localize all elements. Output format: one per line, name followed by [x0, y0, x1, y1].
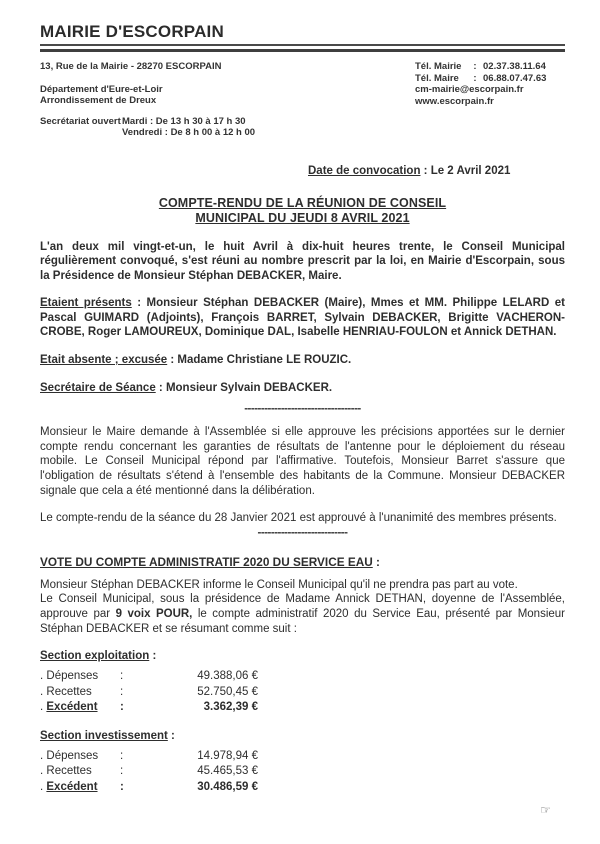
arrondissement-line: Arrondissement de Dreux: [40, 95, 157, 106]
table-row: [40, 764, 565, 780]
pointing-hand-icon: ☞: [540, 803, 551, 818]
present-members-paragraph: [40, 296, 565, 340]
letterhead-info-left: [40, 61, 255, 139]
table-row: [40, 685, 565, 701]
dashed-separator-long: -----------------------------------: [244, 403, 361, 416]
tel-mairie-colon: :: [473, 61, 477, 72]
vote-paragraph-line2: [40, 592, 565, 636]
convocation-value: : Le 2 Avril 2021: [420, 164, 511, 177]
letterhead-info: [40, 61, 565, 139]
email-line: cm-mairie@escorpain.fr: [415, 84, 524, 95]
secretary-paragraph: [40, 381, 565, 396]
vote-heading-text: VOTE DU COMPTE ADMINISTRATIF 2020 DU SERVICE EAU: [40, 554, 373, 569]
website-line: www.escorpain.fr: [415, 95, 494, 107]
investissement-table: [40, 749, 565, 796]
table-row-total: [40, 780, 565, 796]
vote-line2-part1: Le Conseil Municipal, sous la présidence de Madame Annick DETHAN, doyenne de l'Assemblée, approuve par: [40, 593, 565, 620]
table-row-total: [40, 700, 565, 716]
previous-minutes-paragraph: Le compte-rendu de la séance du 28 Janvier 2021 est approuvé à l'unanimité des membres présents.: [40, 512, 557, 525]
table-row: [40, 749, 565, 765]
vote-heading-colon: :: [372, 554, 380, 569]
row-colon: :: [120, 765, 124, 778]
row-value: 30.486,59 €: [197, 780, 258, 793]
row-colon: :: [120, 749, 124, 762]
section-exploitation-heading-text: Section exploitation: [40, 650, 150, 663]
row-label: . Dépenses: [40, 749, 99, 762]
tel-mairie-value: 02.37.38.11.64: [483, 61, 546, 72]
secretary-label: Secrétaire de Séance: [40, 381, 156, 394]
section-investissement-heading: [40, 730, 565, 742]
row-colon: :: [120, 685, 124, 698]
section-exploitation-heading-colon: :: [149, 650, 157, 663]
secretary-text: : Monsieur Sylvain DEBACKER.: [155, 381, 333, 394]
section-investissement-heading-colon: :: [167, 729, 175, 742]
present-members-label: Etaient présents: [40, 297, 132, 310]
hours-tuesday: Mardi : De 13 h 30 à 17 h 30: [122, 115, 246, 127]
intro-paragraph: L'an deux mil vingt-et-un, le huit Avril à dix-huit heures trente, le Conseil Municipal régulièrement convoqué, s'est réuni au nombre prescrit par la loi, en Mairie d'Escorpain, sous la Présidence de Monsieur Stéphan DEBACKER, Maire.: [40, 240, 565, 282]
row-label: . Recettes: [40, 685, 92, 698]
tel-maire-label: Tél. Maire: [415, 72, 459, 84]
row-value: 3.362,39 €: [203, 701, 258, 714]
absent-member-paragraph: [40, 353, 565, 368]
row-label: . Dépenses: [40, 670, 99, 683]
section-investissement-heading-text: Section investissement: [40, 729, 168, 742]
row-value: 49.388,06 €: [197, 670, 258, 683]
org-name: MAIRIE D'ESCORPAIN: [40, 22, 224, 41]
row-value: 14.978,94 €: [197, 749, 258, 762]
absent-member-label: Etait absente ; excusée: [40, 354, 168, 367]
section-exploitation-heading: [40, 650, 565, 662]
address-line: 13, Rue de la Mairie - 28270 ESCORPAIN: [40, 61, 222, 72]
convocation-label: Date de convocation: [308, 164, 421, 177]
row-label: . Excédent: [40, 701, 98, 714]
absent-member-text: : Madame Christiane LE ROUZIC.: [167, 354, 352, 367]
row-label: . Recettes: [40, 765, 92, 778]
vote-section-heading: [40, 555, 565, 569]
tel-maire-row: [415, 73, 565, 85]
secretariat-hours: [40, 116, 255, 139]
document-title-line1: COMPTE-RENDU DE LA RÉUNION DE CONSEIL: [158, 195, 447, 210]
letterhead: [40, 22, 565, 46]
approval-discussion-paragraph: Monsieur le Maire demande à l'Assemblée si elle approuve les précisions apportées sur le dernier compte rendu concernant les garanties de résultats de l'antenne pour le déploiement du réseau mobile. Le Conseil Municipal répond par l'affirmative. Toutefois, Monsieur Barret s'assure que l'obligation de résultats s'étend à l'ensemble des habitants de la Commune. Monsieur DEBACKER signale que cela a été mentionné dans la délibération.: [40, 426, 565, 497]
vote-line2-part2: le compte administratif 2020 du Service Eau, présenté par Monsieur Stéphan DEBACKER et se résumant comme suit :: [40, 608, 565, 635]
secretariat-label: Secrétariat ouvert: [40, 115, 121, 127]
row-value: 52.750,45 €: [197, 685, 258, 698]
department-line: Département d'Eure-et-Loir: [40, 83, 163, 95]
document-title: [40, 196, 565, 227]
tel-mairie-label: Tél. Mairie: [415, 61, 462, 72]
row-colon: :: [120, 701, 124, 714]
hours-block: [122, 116, 255, 139]
row-label: . Excédent: [40, 780, 98, 793]
dashed-separator-short: ---------------------------: [257, 526, 348, 539]
row-colon: :: [120, 780, 124, 793]
vote-count: 9 voix POUR,: [115, 608, 193, 620]
row-colon: :: [120, 670, 124, 683]
tel-maire-colon: :: [473, 72, 477, 84]
document-title-line2: MUNICIPAL DU JEUDI 8 AVRIL 2021: [195, 211, 410, 225]
present-members-text: : Monsieur Stéphan DEBACKER (Maire), Mmes et MM. Philippe LELARD et Pascal GUIMARD (Adjoints), François BARRET, Sylvain DEBACKER, Brigitte VACHERON-CROBE, Roger LAMOUREUX, Dominique DAL, Isabelle HENRIAU-FOULON et Annick DETHAN.: [40, 297, 565, 339]
convocation-line: [40, 165, 565, 177]
hours-friday: Vendredi : De 8 h 00 à 12 h 00: [122, 127, 256, 138]
row-value: 45.465,53 €: [197, 765, 258, 778]
letterhead-info-right: [415, 61, 565, 139]
letterhead-rule: [40, 49, 565, 52]
tel-maire-value: 06.88.07.47.63: [483, 72, 547, 84]
tel-mairie-row: [415, 61, 565, 73]
table-row: [40, 669, 565, 685]
exploitation-table: [40, 669, 565, 716]
vote-paragraph-line1: Monsieur Stéphan DEBACKER informe le Conseil Municipal qu'il ne prendra pas part au vote.: [40, 578, 518, 591]
